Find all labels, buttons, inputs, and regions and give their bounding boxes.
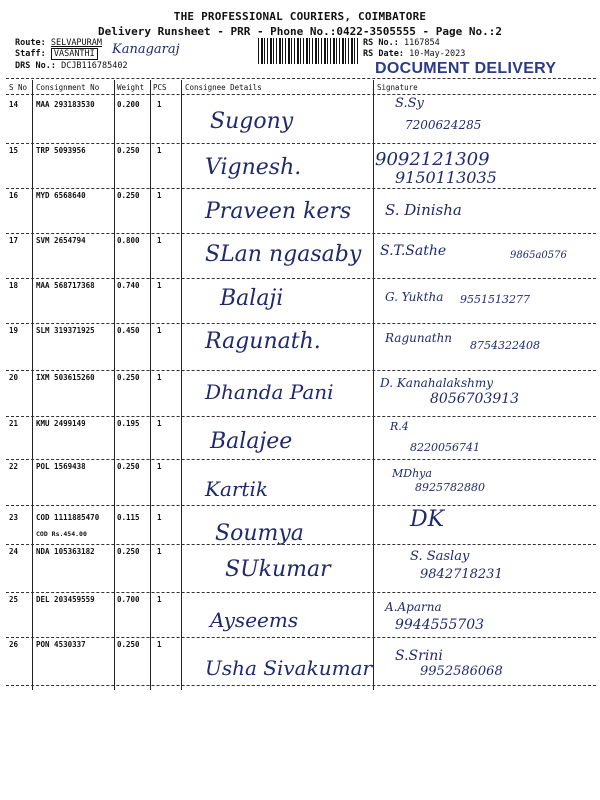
row-pcs: 1 [157,640,162,649]
row-consignment-no: TRP 5093956 [36,146,86,155]
row-sno: 17 [9,236,19,245]
delivery-type-stamp: DOCUMENT DELIVERY [375,60,557,77]
row-signature-phone: 8056703913 [430,391,520,407]
drs-label: DRS No.: [15,61,56,71]
row-weight: 0.115 [117,513,140,522]
col-header-weight: Weight [117,83,145,92]
row-sno: 24 [9,547,19,556]
col-divider-sno [32,80,33,690]
row-cod-amount: COD Rs.454.00 [36,530,87,538]
row-consignee-handwritten: Praveen kers [205,199,352,224]
row-weight: 0.250 [117,373,140,382]
row-signature-handwritten: S.Sy [395,95,424,111]
row-consignee-handwritten: Vignesh. [205,155,302,180]
row-consignee-handwritten: Balajee [210,429,293,454]
row-weight: 0.195 [117,419,140,428]
row-divider [6,685,596,686]
barcode [258,38,358,64]
row-signature-phone: 9865a0576 [510,250,567,261]
row-pcs: 1 [157,513,162,522]
row-weight: 0.250 [117,640,140,649]
row-signature-phone: 9551513277 [460,292,530,306]
row-sno: 18 [9,281,19,290]
row-divider [6,637,596,638]
row-pcs: 1 [157,419,162,428]
row-pcs: 1 [157,191,162,200]
row-sno: 23 [9,513,19,522]
row-signature-handwritten: S.T.Sathe [380,243,447,259]
row-consignment-no: POL 1569438 [36,462,86,471]
rs-date-label: RS Date: [363,49,404,59]
row-weight: 0.450 [117,326,140,335]
row-consignment-no: SVM 2654794 [36,236,86,245]
row-divider [6,592,596,593]
company-title: THE PROFESSIONAL COURIERS, COIMBATORE [173,10,427,23]
staff-handwritten: Kanagaraj [112,42,180,57]
row-signature-handwritten: S.Srini [395,648,443,664]
row-consignee-handwritten: SUkumar [225,557,331,582]
row-signature-handwritten: 9092121309 [375,149,490,170]
row-weight: 0.250 [117,462,140,471]
row-signature-handwritten: S. Saslay [410,548,470,564]
row-consignment-no: IXM 503615260 [36,373,95,382]
row-consignment-no: DEL 203459559 [36,595,95,604]
col-divider-consignee [373,80,374,690]
row-weight: 0.700 [117,595,140,604]
col-header-consignment: Consignment No [36,83,100,92]
row-divider [6,544,596,545]
row-signature-phone: 9842718231 [420,566,503,582]
row-weight: 0.250 [117,191,140,200]
row-weight: 0.250 [117,146,140,155]
row-sno: 19 [9,326,19,335]
row-weight: 0.250 [117,547,140,556]
row-signature-phone: 7200624285 [405,118,482,132]
row-consignee-handwritten: Balaji [220,286,284,311]
row-signature-handwritten: D. Kanahalakshmy [380,376,494,390]
row-pcs: 1 [157,373,162,382]
rs-no-line [363,38,440,48]
row-pcs: 1 [157,595,162,604]
row-consignee-handwritten: Kartik [205,477,268,501]
row-signature-handwritten: MDhya [392,466,432,480]
runsheet-subtitle: Delivery Runsheet - PRR - Phone No.:0422-3505555 - Page No.:2 [98,25,502,38]
row-signature-phone: 9952586068 [420,663,503,679]
row-divider [6,143,596,144]
row-consignment-no: MAA 293183530 [36,100,95,109]
table-header-rule [6,94,596,95]
row-sno: 20 [9,373,19,382]
row-divider [6,370,596,371]
row-consignment-no: KMU 2499149 [36,419,86,428]
col-header-sno: S No [9,83,28,92]
row-sno: 14 [9,100,19,109]
row-signature-phone: 9944555703 [395,617,485,633]
row-signature-handwritten: A.Aparna [385,600,442,614]
row-consignee-handwritten: Dhanda Pani [205,380,334,404]
row-signature-handwritten: Ragunathn [385,331,453,345]
row-signature-handwritten: S. Dinisha [385,200,462,219]
row-signature-phone: 8220056741 [410,440,480,454]
row-weight: 0.740 [117,281,140,290]
rs-date-value: 10-May-2023 [409,49,466,59]
row-signature-phone: 8754322408 [470,338,540,352]
row-sno: 22 [9,462,19,471]
row-sno: 15 [9,146,19,155]
row-sno: 21 [9,419,19,428]
drs-line [15,61,128,71]
row-pcs: 1 [157,547,162,556]
col-divider-weight [150,80,151,690]
row-pcs: 1 [157,281,162,290]
row-pcs: 1 [157,236,162,245]
row-consignee-handwritten: Soumya [215,521,304,546]
row-weight: 0.800 [117,236,140,245]
row-signature-phone: 9150113035 [395,168,497,187]
row-consignment-no: MAA 568717368 [36,281,95,290]
row-consignee-handwritten: Sugony [210,109,294,134]
row-signature-handwritten: DK [410,507,445,532]
row-sno: 16 [9,191,19,200]
staff-line [15,49,98,59]
row-sno: 25 [9,595,19,604]
row-pcs: 1 [157,146,162,155]
route-line [15,38,102,48]
row-sno: 26 [9,640,19,649]
row-consignment-no: SLM 319371925 [36,326,95,335]
row-divider [6,278,596,279]
row-consignment-no: NDA 105363182 [36,547,95,556]
row-divider [6,505,596,506]
rs-no-value: 1167854 [403,38,440,48]
row-signature-phone: 8925782880 [415,480,485,494]
row-consignment-no: COD 1111885470 [36,513,100,522]
rs-no-label: RS No.: [363,38,399,48]
col-header-signature: Signature [377,83,418,92]
col-divider-pcs [181,80,182,690]
staff-label: Staff: [15,49,46,59]
row-consignee-handwritten: SLan ngasaby [205,242,362,267]
row-consignment-no: MYD 6568640 [36,191,86,200]
staff-value: VASANTHI [51,48,98,60]
row-signature-handwritten: G. Yuktha [385,290,444,304]
row-divider [6,188,596,189]
row-pcs: 1 [157,326,162,335]
row-consignee-handwritten: Ayseems [210,608,299,632]
col-divider-consignment [114,80,115,690]
row-consignment-no: PON 4530337 [36,640,86,649]
drs-value: DCJB116785402 [61,61,128,71]
col-header-pcs: PCS [153,83,167,92]
row-consignee-handwritten: Ragunath. [205,329,321,354]
route-label: Route: [15,38,46,48]
table-top-rule [6,78,596,79]
row-divider [6,323,596,324]
row-pcs: 1 [157,462,162,471]
row-pcs: 1 [157,100,162,109]
col-header-consignee: Consignee Details [185,83,262,92]
row-consignee-handwritten: Usha Sivakumar [205,656,373,680]
row-divider [6,233,596,234]
route-value: SELVAPURAM [50,38,103,48]
row-divider [6,459,596,460]
row-weight: 0.200 [117,100,140,109]
rs-date-line [363,49,465,59]
row-signature-handwritten: R.4 [390,419,409,433]
row-divider [6,416,596,417]
